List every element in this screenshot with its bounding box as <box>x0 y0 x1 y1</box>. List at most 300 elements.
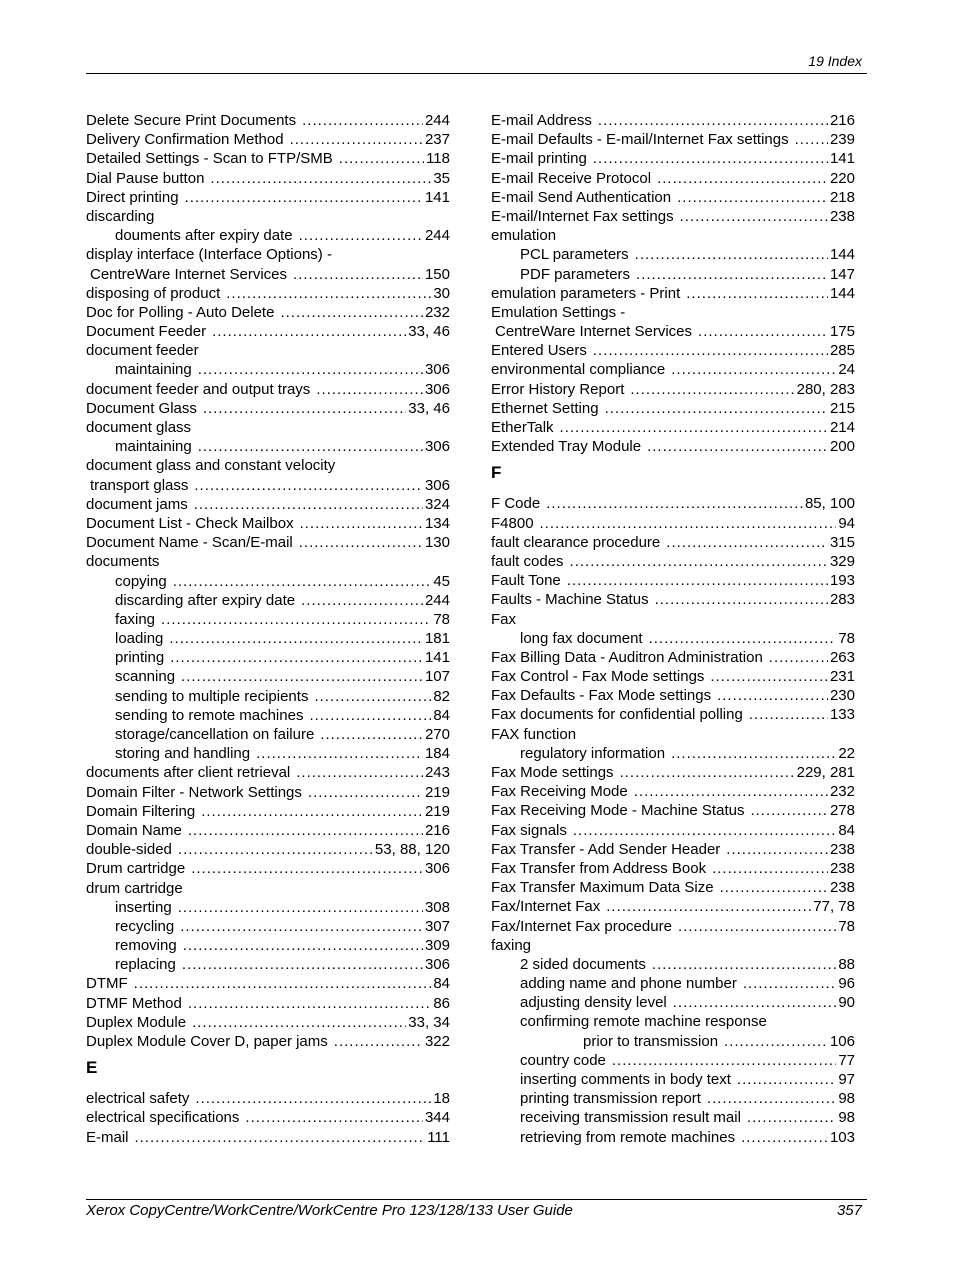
entry-pages: 144 <box>829 284 855 302</box>
index-entry <box>86 130 450 149</box>
entry-term: Document Name - Scan/E-mail <box>86 534 293 552</box>
dot-leader <box>680 207 828 226</box>
dot-leader <box>256 744 423 763</box>
entry-pages: 141 <box>424 188 450 206</box>
index-subentry <box>491 1128 855 1147</box>
dot-leader <box>657 169 828 188</box>
dot-leader <box>747 1108 836 1127</box>
entry-term: sending to remote machines <box>115 706 304 724</box>
dot-leader <box>188 821 423 840</box>
dot-leader <box>749 705 828 724</box>
dot-leader <box>606 897 811 916</box>
entry-pages: 216 <box>829 112 855 129</box>
entry-term: Fax <box>491 610 517 628</box>
dot-leader <box>314 687 431 706</box>
entry-term: printing transmission report <box>520 1090 701 1108</box>
entry-pages: 111 <box>427 1128 450 1146</box>
entry-pages: 33, 46 <box>408 323 450 341</box>
index-entry <box>491 610 855 629</box>
dot-leader <box>655 590 828 609</box>
dot-leader <box>707 1089 836 1108</box>
index-subentry <box>86 725 450 744</box>
entry-pages: 98 <box>838 1109 855 1127</box>
dot-leader <box>686 284 828 303</box>
index-entry <box>86 1108 450 1127</box>
dot-leader <box>188 994 431 1013</box>
dot-leader <box>620 763 795 782</box>
entry-term: receiving transmission result mail <box>520 1109 741 1127</box>
index-subentry <box>491 993 855 1012</box>
entry-term: Faults - Machine Status <box>491 591 649 609</box>
entry-term: document feeder and output trays <box>86 380 311 398</box>
index-subentry <box>491 1089 855 1108</box>
entry-term: long fax document <box>520 629 643 647</box>
entry-term: Fault Tone <box>491 572 561 590</box>
entry-term: Doc for Polling - Auto Delete <box>86 303 275 321</box>
entry-pages: 238 <box>829 859 855 877</box>
entry-pages: 33, 46 <box>408 399 450 417</box>
entry-term: E-mail Defaults - E-mail/Internet Fax settings <box>491 131 789 149</box>
dot-leader <box>769 648 828 667</box>
index-entry <box>86 245 450 264</box>
index-entry <box>491 571 855 590</box>
dot-leader <box>724 1032 828 1051</box>
dot-leader <box>180 917 423 936</box>
dot-leader <box>320 725 423 744</box>
entry-pages: 329 <box>829 552 855 570</box>
dot-leader <box>677 188 828 207</box>
entry-term: faxing <box>491 936 532 954</box>
entry-term: Entered Users <box>491 342 587 360</box>
entry-term: Emulation Settings - <box>491 303 626 321</box>
dot-leader <box>293 265 423 284</box>
entry-term: emulation parameters - Print <box>491 284 681 302</box>
entry-pages: 270 <box>424 726 450 743</box>
entry-pages: 45 <box>433 572 450 590</box>
dot-leader <box>593 341 828 360</box>
index-entry <box>491 763 855 782</box>
entry-pages: 107 <box>424 668 450 686</box>
index-subentry <box>491 1032 855 1051</box>
index-entry <box>86 533 450 552</box>
index-entry <box>86 840 450 859</box>
entry-term: Domain Name <box>86 821 182 839</box>
index-entry <box>86 1128 450 1147</box>
entry-pages: 24 <box>838 361 855 379</box>
entry-term: CentreWare Internet Services <box>90 265 288 283</box>
entry-pages: 118 <box>426 150 450 168</box>
entry-pages: 133 <box>829 706 855 724</box>
entry-term: discarding after expiry date <box>115 591 296 609</box>
entry-term: Fax Transfer Maximum Data Size <box>491 879 714 897</box>
entry-pages: 238 <box>829 840 855 858</box>
index-entry <box>491 878 855 897</box>
dot-leader <box>195 1089 431 1108</box>
entry-pages: 278 <box>829 802 855 820</box>
dot-leader <box>743 974 836 993</box>
entry-term: Fax/Internet Fax <box>491 898 601 916</box>
entry-pages: 237 <box>424 131 450 149</box>
dot-leader <box>750 801 828 820</box>
index-entry <box>491 590 855 609</box>
index-entry <box>491 801 855 820</box>
entry-pages: 35 <box>433 169 450 187</box>
entry-pages: 88 <box>838 955 855 973</box>
dot-leader <box>185 188 423 207</box>
index-subentry <box>86 667 450 686</box>
index-entry <box>491 169 855 188</box>
entry-pages: 86 <box>433 994 450 1012</box>
entry-pages: 90 <box>838 994 855 1012</box>
entry-pages: 306 <box>424 438 450 456</box>
dot-leader <box>593 149 828 168</box>
entry-pages: 243 <box>424 764 450 782</box>
entry-pages: 344 <box>424 1109 450 1127</box>
dot-leader <box>540 514 837 533</box>
entry-pages: 184 <box>424 745 450 763</box>
entry-term: E-mail Address <box>491 112 592 129</box>
dot-leader <box>135 1128 426 1147</box>
dot-leader <box>560 418 828 437</box>
entry-pages: 229, 281 <box>796 764 855 781</box>
entry-pages: 244 <box>424 112 450 129</box>
entry-term: emulation <box>491 227 557 245</box>
entry-term: Fax Transfer - Add Sender Header <box>491 840 721 858</box>
entry-pages: 231 <box>829 668 855 686</box>
index-subentry <box>86 437 450 456</box>
dot-leader <box>712 859 828 878</box>
dot-leader <box>795 130 828 149</box>
entry-term: document feeder <box>86 342 199 360</box>
index-entry <box>491 322 855 341</box>
entry-term: Domain Filter - Network Settings <box>86 783 302 801</box>
page-number: 357 <box>836 1202 862 1219</box>
index-entry <box>491 936 855 955</box>
entry-pages: 238 <box>829 879 855 897</box>
entry-term: Drum cartridge <box>86 860 186 878</box>
index-entry <box>491 188 855 207</box>
entry-term: 2 sided documents <box>520 955 646 973</box>
index-column-right <box>491 111 855 1147</box>
entry-term: Document Feeder <box>86 323 207 341</box>
entry-pages: 238 <box>829 207 855 225</box>
entry-term: transport glass <box>90 476 189 494</box>
dot-leader <box>316 380 423 399</box>
entry-pages: 306 <box>424 860 450 878</box>
entry-pages: 285 <box>829 342 855 360</box>
entry-term: adding name and phone number <box>520 975 737 993</box>
index-entry <box>86 821 450 840</box>
dot-leader <box>567 571 828 590</box>
entry-term: Fax/Internet Fax procedure <box>491 917 672 935</box>
entry-pages: 244 <box>424 227 450 245</box>
entry-term: sending to multiple recipients <box>115 687 309 705</box>
index-subentry <box>491 1051 855 1070</box>
entry-pages: 232 <box>424 303 450 321</box>
entry-pages: 97 <box>838 1071 855 1088</box>
entry-term: Fax Transfer from Address Book <box>491 859 707 877</box>
index-entry <box>86 763 450 782</box>
entry-pages: 244 <box>424 591 450 609</box>
index-entry <box>491 130 855 149</box>
entry-term: electrical safety <box>86 1090 190 1108</box>
index-subentry <box>491 744 855 763</box>
index-entry <box>86 188 450 207</box>
dot-leader <box>178 898 423 917</box>
entry-term: Fax Mode settings <box>491 764 614 781</box>
entry-term: Fax Defaults - Fax Mode settings <box>491 687 712 705</box>
index-subentry <box>86 706 450 725</box>
entry-term: fault clearance procedure <box>491 533 661 551</box>
index-entry <box>491 667 855 686</box>
entry-term: Delivery Confirmation Method <box>86 131 284 149</box>
dot-leader <box>194 495 423 514</box>
entry-term: PDF parameters <box>520 265 631 283</box>
entry-pages: 130 <box>424 534 450 552</box>
dot-leader <box>339 149 424 168</box>
entry-term: E-mail printing <box>491 150 587 168</box>
entry-term: DTMF Method <box>86 994 182 1012</box>
dot-leader <box>308 783 423 802</box>
entry-term: Document Glass <box>86 399 197 417</box>
entry-pages: 141 <box>829 150 855 168</box>
entry-term: Extended Tray Module <box>491 438 642 456</box>
index-entry <box>491 360 855 379</box>
index-entry <box>491 533 855 552</box>
entry-term: loading <box>115 630 164 648</box>
index-entry <box>86 169 450 188</box>
index-entry <box>86 1089 450 1108</box>
dot-leader <box>737 1070 836 1089</box>
index-subentry <box>491 1012 855 1031</box>
index-entry <box>86 994 450 1013</box>
entry-pages: 78 <box>433 610 450 628</box>
entry-pages: 30 <box>433 284 450 302</box>
entry-term: Fax Billing Data - Auditron Administration <box>491 648 763 666</box>
index-entry <box>491 859 855 878</box>
index-entry <box>86 552 450 571</box>
entry-term: inserting <box>115 898 172 916</box>
entry-pages: 280, 283 <box>796 380 855 398</box>
index-entry <box>491 226 855 245</box>
entry-term: replacing <box>115 956 176 974</box>
index-entry <box>491 418 855 437</box>
entry-term: double-sided <box>86 841 172 859</box>
entry-term: documents after client retrieval <box>86 764 291 782</box>
entry-term: douments after expiry date <box>115 227 293 245</box>
entry-term: country code <box>520 1051 606 1069</box>
index-subentry <box>86 917 450 936</box>
entry-term: Domain Filtering <box>86 802 196 820</box>
entry-term: Dial Pause button <box>86 169 205 187</box>
index-entry <box>86 859 450 878</box>
dot-leader <box>212 322 406 341</box>
dot-leader <box>192 1013 406 1032</box>
index-subentry <box>491 955 855 974</box>
entry-pages: 53, 88, 120 <box>374 841 450 859</box>
index-subentry <box>86 955 450 974</box>
dot-leader <box>203 399 406 418</box>
entry-term: storage/cancellation on failure <box>115 726 315 743</box>
entry-pages: 150 <box>424 265 450 283</box>
index-entry <box>491 552 855 571</box>
entry-term: Fax documents for confidential polling <box>491 706 743 724</box>
entry-pages: 84 <box>433 975 450 993</box>
entry-pages: 181 <box>424 630 450 648</box>
entry-term: F4800 <box>491 514 534 532</box>
entry-term: retrieving from remote machines <box>520 1128 736 1146</box>
index-entry <box>86 341 450 360</box>
entry-term: document glass <box>86 419 192 436</box>
entry-term: Fax Receiving Mode - Machine Status <box>491 802 745 820</box>
entry-term: FAX function <box>491 725 577 743</box>
index-entry <box>86 207 450 226</box>
entry-term: document glass and constant velocity <box>86 457 336 475</box>
index-entry <box>491 494 855 513</box>
index-entry <box>86 303 450 322</box>
index-subentry <box>86 744 450 763</box>
index-entry <box>86 476 450 495</box>
index-entry <box>491 917 855 936</box>
dot-leader <box>334 1032 423 1051</box>
entry-pages: 306 <box>424 380 450 398</box>
entry-term: fault codes <box>491 552 564 570</box>
entry-pages: 219 <box>424 783 450 801</box>
entry-pages: 144 <box>829 246 855 264</box>
dot-leader <box>649 629 837 648</box>
entry-pages: 307 <box>424 917 450 935</box>
entry-term: regulatory information <box>520 744 666 762</box>
index-subentry <box>491 629 855 648</box>
entry-pages: 232 <box>829 783 855 801</box>
entry-pages: 214 <box>829 419 855 436</box>
entry-term: copying <box>115 572 167 590</box>
entry-term: removing <box>115 937 177 955</box>
dot-leader <box>647 437 828 456</box>
entry-pages: 106 <box>829 1032 855 1050</box>
dot-leader <box>170 648 423 667</box>
dot-leader <box>299 533 423 552</box>
dot-leader <box>194 476 423 495</box>
dot-leader <box>161 610 431 629</box>
entry-pages: 98 <box>838 1090 855 1108</box>
index-entry <box>491 111 855 130</box>
index-column-left <box>86 111 450 1147</box>
index-subentry <box>86 610 450 629</box>
dot-leader <box>630 380 794 399</box>
index-entry <box>86 1032 450 1051</box>
entry-term: Detailed Settings - Scan to FTP/SMB <box>86 150 333 168</box>
entry-term: Fax Control - Fax Mode settings <box>491 668 705 686</box>
chapter-header: 19 Index <box>808 53 862 69</box>
index-subentry <box>491 245 855 264</box>
index-entry <box>491 303 855 322</box>
index-subentry <box>86 629 450 648</box>
entry-term: F Code <box>491 495 541 513</box>
entry-pages: 306 <box>424 956 450 974</box>
dot-leader <box>598 111 828 130</box>
dot-leader <box>636 265 828 284</box>
entry-pages: 94 <box>838 514 855 532</box>
entry-term: printing <box>115 649 165 667</box>
entry-term: document jams <box>86 495 188 513</box>
entry-pages: 175 <box>829 323 855 341</box>
dot-leader <box>546 494 803 513</box>
entry-pages: 78 <box>838 917 855 935</box>
index-entry <box>86 783 450 802</box>
dot-leader <box>245 1108 423 1127</box>
dot-leader <box>652 955 836 974</box>
index-entry <box>491 341 855 360</box>
section-letter: F <box>491 463 502 483</box>
entry-term: adjusting density level <box>520 994 667 1012</box>
dot-leader <box>299 226 423 245</box>
index-subentry <box>491 1070 855 1089</box>
entry-term: DTMF <box>86 975 128 993</box>
dot-leader <box>671 744 836 763</box>
index-entry <box>86 265 450 284</box>
index-subentry <box>86 687 450 706</box>
index-entry <box>491 705 855 724</box>
entry-term: PCL parameters <box>520 246 629 264</box>
entry-term: prior to transmission <box>583 1032 719 1050</box>
entry-term: faxing <box>115 610 156 628</box>
index-entry <box>491 648 855 667</box>
entry-term: disposing of product <box>86 284 221 302</box>
index-entry <box>491 149 855 168</box>
index-subentry <box>491 265 855 284</box>
index-entry <box>491 207 855 226</box>
index-entry <box>86 284 450 303</box>
entry-term: CentreWare Internet Services <box>495 323 693 341</box>
dot-leader <box>198 437 423 456</box>
entry-term: Duplex Module Cover D, paper jams <box>86 1033 328 1050</box>
entry-pages: 200 <box>829 438 855 456</box>
header-rule <box>86 73 867 74</box>
entry-pages: 18 <box>433 1090 450 1108</box>
index-entry <box>86 418 450 437</box>
dot-leader <box>570 552 828 571</box>
index-entry <box>491 821 855 840</box>
index-entry <box>491 686 855 705</box>
entry-pages: 315 <box>829 533 855 551</box>
dot-leader <box>181 667 423 686</box>
index-entry <box>491 782 855 801</box>
entry-pages: 78 <box>838 629 855 647</box>
dot-leader <box>671 360 836 379</box>
index-entry <box>86 514 450 533</box>
dot-leader <box>634 782 828 801</box>
dot-leader <box>226 284 431 303</box>
dot-leader <box>280 303 423 322</box>
dot-leader <box>698 322 828 341</box>
entry-term: recycling <box>115 917 175 935</box>
entry-term: maintaining <box>115 438 192 456</box>
dot-leader <box>183 936 423 955</box>
entry-pages: 77, 78 <box>813 898 855 916</box>
index-entry <box>86 802 450 821</box>
dot-leader <box>710 667 828 686</box>
entry-pages: 309 <box>424 937 450 955</box>
entry-pages: 84 <box>838 821 855 839</box>
dot-leader <box>741 1128 828 1147</box>
dot-leader <box>201 802 423 821</box>
entry-term: scanning <box>115 668 176 686</box>
dot-leader <box>605 399 828 418</box>
dot-leader <box>717 686 828 705</box>
entry-term: Duplex Module <box>86 1013 187 1031</box>
dot-leader <box>301 591 423 610</box>
